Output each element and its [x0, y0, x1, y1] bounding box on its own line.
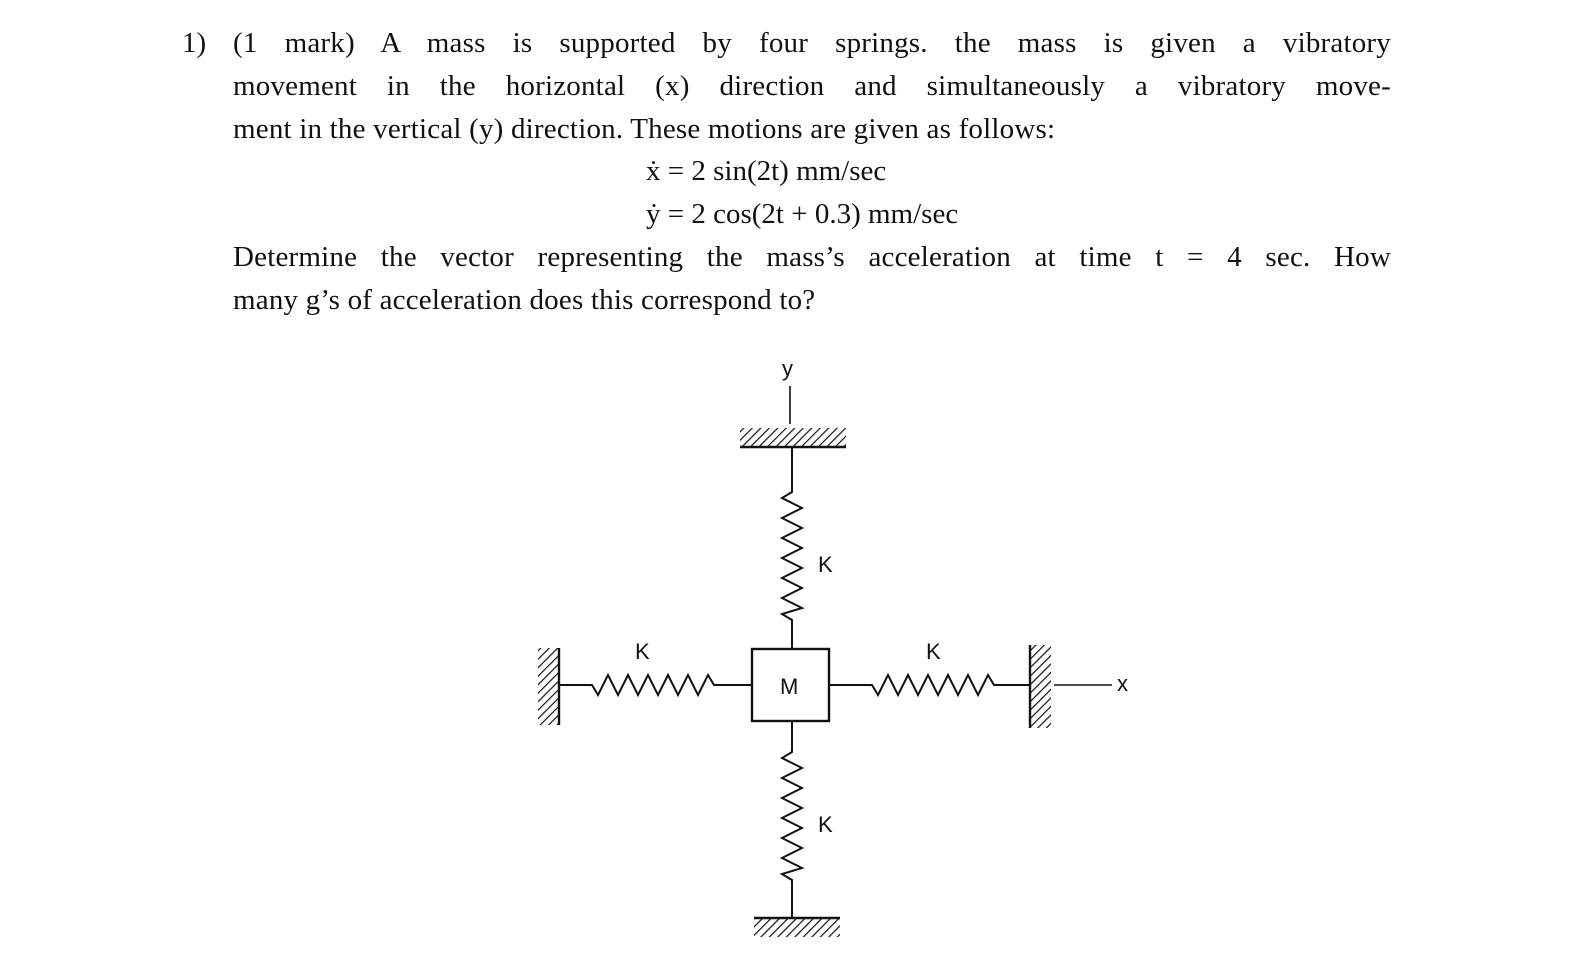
mass-block: [752, 649, 829, 721]
right-wall: [1030, 645, 1051, 728]
x-axis: [1054, 671, 1128, 696]
x-axis-label: x: [1117, 671, 1128, 696]
question-line-1: (1 mark) A mass is supported by four springs. the mass is given a vibratory: [233, 27, 1391, 59]
top-wall: [740, 428, 846, 447]
prompt-line-2: many g’s of acceleration does this correspond to?: [233, 284, 816, 316]
bottom-spring-label: K: [818, 812, 833, 837]
right-spring: [829, 639, 1030, 695]
top-spring-label: K: [818, 552, 833, 577]
question-number: 1): [182, 27, 207, 59]
right-spring-label: K: [926, 639, 941, 664]
question-line-3: ment in the vertical (y) direction. These motions are given as follows:: [233, 113, 1056, 145]
question-line-2: movement in the horizontal (x) direction and simultaneously a vibratory move-: [233, 70, 1391, 102]
equation-y-velocity: ẏ = 2 cos(2t + 0.3) mm/sec: [646, 198, 959, 230]
left-wall: [538, 648, 559, 725]
left-spring: [559, 639, 752, 695]
bottom-spring: [782, 721, 833, 918]
bottom-wall: [754, 918, 840, 937]
left-spring-label: K: [635, 639, 650, 664]
prompt-line-1: Determine the vector representing the mass’s acceleration at time t = 4 sec. How: [233, 241, 1391, 273]
equation-x-velocity: ẋ = 2 sin(2t) mm/sec: [646, 155, 887, 187]
top-spring: [782, 447, 833, 649]
y-axis: [782, 356, 793, 424]
mass-label: M: [780, 674, 799, 699]
y-axis-label: y: [782, 356, 793, 381]
